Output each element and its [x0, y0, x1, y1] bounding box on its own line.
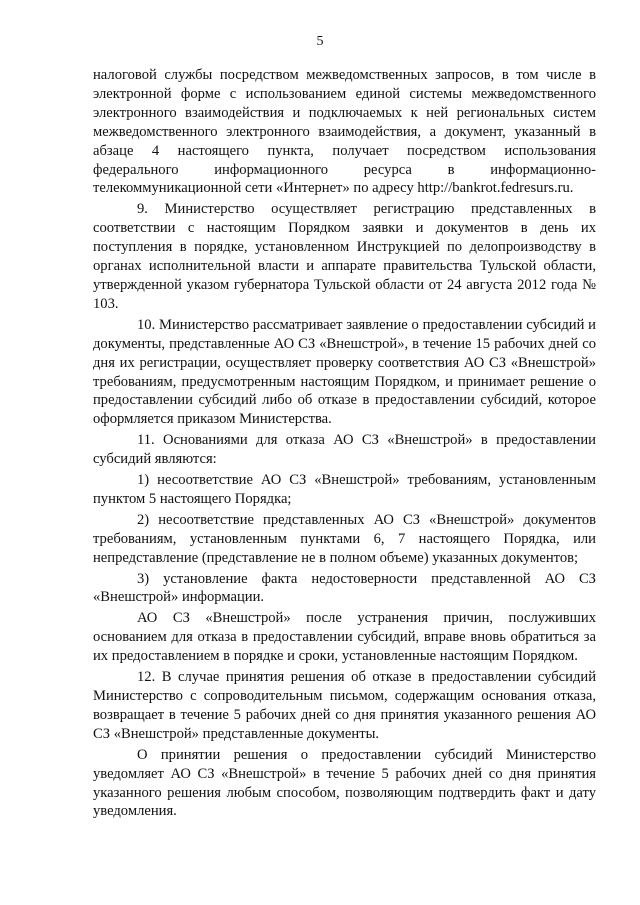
- paragraph-notification: О принятии решения о предоставлении субсидий Министерство уведомляет АО СЗ «Внешстрой» в течение 5 рабочих дней со дня принятия указанного решения любым способом, позволяющим подтвердить факт и дату уведомления.: [93, 746, 596, 820]
- paragraph-subitem-3: 3) установление факта недостоверности представленной АО СЗ «Внешстрой» информации.: [93, 570, 596, 606]
- paragraph-subitem-2: 2) несоответствие представленных АО СЗ «Внешстрой» документов требованиям, установленным пунктами 6, 7 настоящего Порядка, или непредставление (представление не в полном объеме) указанных документов;: [93, 511, 596, 566]
- paragraph-subitem-1: 1) несоответствие АО СЗ «Внешстрой» требованиям, установленным пунктом 5 настоящего Порядка;: [93, 472, 596, 507]
- paragraph-item-12: 12. В случае принятия решения об отказе в предоставлении субсидий Министерство с сопроводительным письмом, содержащим основания отказа, возвращает в течение 5 рабочих дней со дня принятия указанного решения АО СЗ «Внешстрой» представленные документы.: [93, 669, 596, 742]
- paragraph-item-9: 9. Министерство осуществляет регистрацию представленных в соответствии с настоящим Порядком заявки и документов в день их поступления в порядке, установленном Инструкцией по делопроизводству в органах исполнительной власти и аппарате правительства Тульской области, утвержденной указом губернатора Тульской области от 24 августа 2012 года № 103.: [93, 201, 596, 312]
- paragraph-item-11: 11. Основаниями для отказа АО СЗ «Внешстрой» в предоставлении субсидий являются:: [93, 432, 596, 468]
- page-number: 5: [316, 34, 324, 49]
- paragraph-reapply: АО СЗ «Внешстрой» после устранения причин, послуживших основанием для отказа в предоставлении субсидий, вправе вновь обратиться за их предоставлением в порядке и сроки, установленные настоящим Порядком.: [93, 610, 596, 665]
- paragraph-continuation: налоговой службы посредством межведомственных запросов, в том числе в электронной форме с использованием единой системы межведомственного электронного взаимодействия и подключаемых к ней региональных систем межведомственного электронного взаимодействия, а документ, указанный в абзаце 4 настоящего пункта, получает посредством использования федерального информационного ресурса в информационно-телекоммуникационной сети «Интернет» по адресу http://bankrot.fedresurs.ru.: [93, 67, 596, 197]
- paragraph-item-10: 10. Министерство рассматривает заявление о предоставлении субсидий и документы, представленные АО СЗ «Внешстрой», в течение 15 рабочих дней со дня их регистрации, осуществляет проверку соответствия АО СЗ «Внешстрой» требованиям, предусмотренным настоящим Порядком, и принимает решение о предоставлении субсидий либо об отказе в предоставлении субсидий, которое оформляется приказом Министерства.: [93, 316, 596, 428]
- document-body: [93, 66, 596, 821]
